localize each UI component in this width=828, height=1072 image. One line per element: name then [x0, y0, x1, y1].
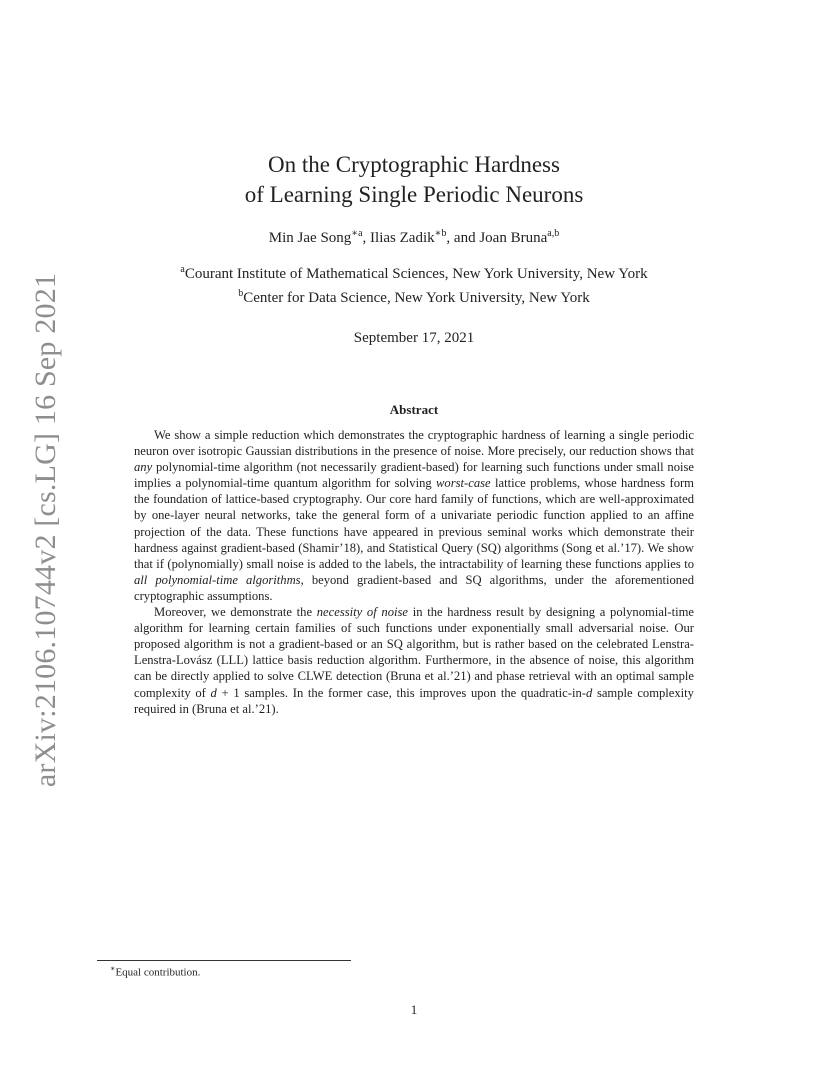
publication-date: September 17, 2021 — [353, 330, 475, 346]
footnote-marker: ∗ — [110, 964, 116, 973]
abstract-text: + 1 samples. In the former case, this improves upon the quadratic-in- — [216, 685, 586, 700]
author-marker: a,b — [547, 228, 560, 239]
abstract-paragraph-2 — [134, 604, 694, 717]
affiliation-marker: a — [180, 264, 185, 275]
abstract-text: sample complexity required in (Bruna et al.’21). — [134, 685, 694, 716]
abstract-body — [134, 427, 694, 717]
page-number: 1 — [410, 1002, 418, 1017]
author-separator: , and — [446, 230, 480, 246]
abstract-emphasis: necessity of noise — [316, 605, 408, 620]
arxiv-identifier: arXiv:2106.10744v2 [cs.LG] 16 Sep 2021 — [29, 272, 62, 788]
affiliations — [0, 260, 828, 308]
abstract-text: lattice problems, whose hardness form the foundation of lattice-based cryptography. Our core hard family of functions, which are well-approximated by one-layer neural networks, take the general form of a univariate periodic function applied to an affine projection of the data. These functions have appeared in previous seminal works which demonstrate their hardness against gradient-based (Shamir’18), and Statistical Query (SQ) algorithms (Song et al.’17). We show that if (polynomially) small noise is added to the labels, the intractability of learning these functions applies to — [134, 476, 694, 571]
author-name: Ilias Zadik — [370, 230, 435, 246]
author-separator: , — [362, 230, 371, 246]
math-variable: d — [210, 685, 217, 700]
paper-title — [0, 150, 828, 210]
abstract-emphasis: any — [134, 460, 153, 475]
title-line-2: of Learning Single Periodic Neurons — [244, 182, 584, 207]
footnote-text: Equal contribution. — [115, 966, 201, 979]
abstract-emphasis: all polynomial-time algorithms — [134, 572, 301, 587]
author-name: Min Jae Song — [268, 230, 352, 246]
author-list — [0, 228, 828, 247]
author-name: Joan Bruna — [479, 230, 548, 246]
footnote — [110, 964, 200, 979]
abstract-heading: Abstract — [389, 402, 439, 417]
affiliation-text: Center for Data Science, New York University, New York — [243, 290, 590, 306]
abstract-text: We show a simple reduction which demonstrates the cryptographic hardness of learning a single periodic neuron over isotropic Gaussian distributions in the presence of noise. More precisely, our reduction shows that — [134, 428, 694, 459]
author-marker: ∗b — [434, 228, 447, 239]
affiliation-b — [0, 284, 828, 308]
author-marker: ∗a — [351, 228, 363, 239]
abstract-text: , beyond gradient-based and SQ algorithms, under the aforementioned cryptographic assumptions. — [134, 572, 694, 603]
title-line-1: On the Cryptographic Hardness — [268, 152, 560, 177]
affiliation-marker: b — [238, 288, 244, 299]
affiliation-text: Courant Institute of Mathematical Sciences, New York University, New York — [184, 266, 648, 282]
affiliation-a — [0, 260, 828, 284]
abstract-text: Moreover, we demonstrate the — [154, 605, 317, 620]
footnote-divider — [97, 960, 351, 961]
abstract-text: in the hardness result by designing a polynomial-time algorithm for learning certain families of such functions under exponentially small adversarial noise. Our proposed algorithm is not a gradient-based or an SQ algorithm, but is rather based on the celebrated Lenstra-Lenstra-Lovász (LLL) lattice basis reduction algorithm. Furthermore, in the absence of noise, this algorithm can be directly applied to solve CLWE detection (Bruna et al.’21) and phase retrieval with an optimal sample complexity of — [134, 605, 694, 700]
abstract-paragraph-1 — [134, 427, 694, 604]
abstract-text: polynomial-time algorithm (not necessarily gradient-based) for learning such functions under small noise implies a polynomial-time quantum algorithm for solving — [134, 460, 694, 491]
math-variable: d — [585, 685, 593, 700]
abstract-emphasis: worst-case — [436, 476, 491, 491]
